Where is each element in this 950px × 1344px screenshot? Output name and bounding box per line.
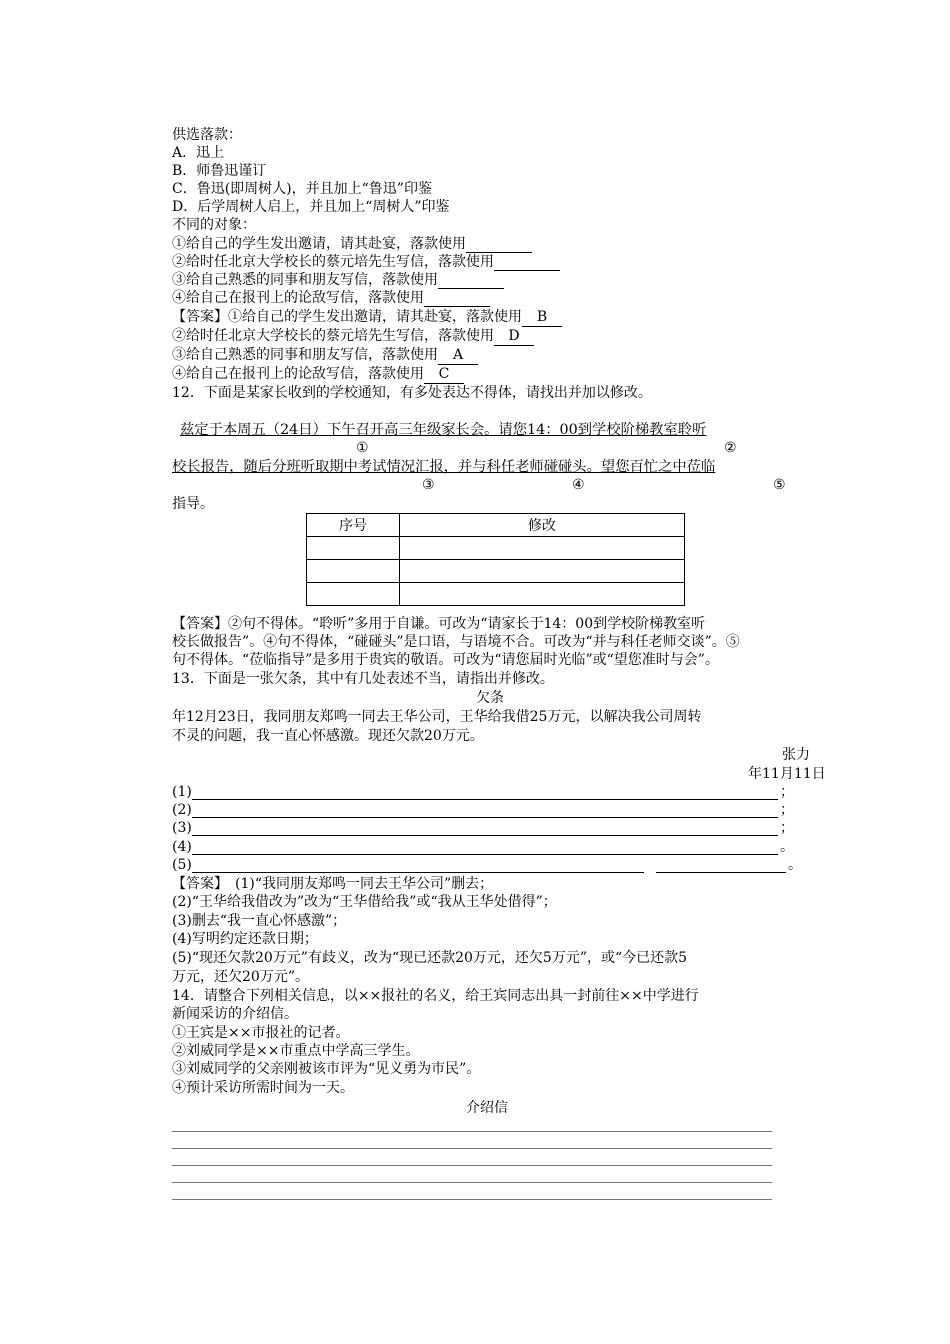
q13-date: 年11月11日 bbox=[748, 766, 826, 782]
q12-answer-line1: 【答案】②句不得体。“聆听”多用于自谦。可改为“请家长于14：00到学校阶梯教室听 bbox=[172, 616, 706, 632]
q11-target-1 bbox=[172, 235, 532, 253]
writing-line[interactable] bbox=[172, 1148, 772, 1149]
q14-item-1: ①王宾是××市报社的记者。 bbox=[172, 1025, 350, 1041]
q13-blank-2-end: ； bbox=[780, 802, 794, 818]
revision-table bbox=[306, 513, 685, 606]
q13-answer-line4: (4)写明约定还款日期； bbox=[172, 931, 318, 947]
q13-blank-5-label: (5) bbox=[172, 857, 192, 873]
q11-answer-1 bbox=[172, 308, 562, 327]
writing-line[interactable] bbox=[172, 1182, 772, 1183]
q12-answer-line3: 句不得体。“莅临指导”是多用于贵宾的敬语。可改为“请您届时光临”或“望您准时与会”。 bbox=[172, 652, 719, 668]
q12-notice-line1: 兹定于本周五（24日）下午召开高三年级家长会。请您14：00到学校阶梯教室聆听 bbox=[180, 422, 707, 438]
answer-blank[interactable] bbox=[494, 256, 560, 271]
q13-answer-line2: (2)“王华给我借改为”改为“王华借给我”或“我从王华处借得”； bbox=[172, 894, 557, 910]
q11-target-text: ②给时任北京大学校长的蔡元培先生写信，落款使用 bbox=[172, 254, 494, 270]
q14-item-2: ②刘威同学是××市重点中学高三学生。 bbox=[172, 1043, 420, 1059]
table-header-index: 序号 bbox=[307, 514, 400, 537]
answer-line[interactable] bbox=[192, 854, 778, 855]
q13-blank-4-end: 。 bbox=[780, 839, 794, 855]
q13-question: 13．下面是一张欠条，其中有几处表述不当，请指出并修改。 bbox=[172, 671, 554, 687]
q11-answer-2 bbox=[172, 327, 534, 346]
q13-answer-line6: 万元，还欠20万元”。 bbox=[172, 969, 309, 985]
q11-target-3 bbox=[172, 271, 504, 289]
q13-blank-4-label: (4) bbox=[172, 839, 192, 855]
table-cell[interactable] bbox=[400, 537, 685, 560]
table-cell[interactable] bbox=[400, 560, 685, 583]
q14-item-3: ③刘威同学的父亲刚被该市评为“见义勇为市民”。 bbox=[172, 1061, 481, 1077]
q11-options-title: 供选落款： bbox=[172, 127, 242, 143]
q13-answer-line1: 【答案】 (1)“我同朋友郑鸣一同去王华公司”删去； bbox=[172, 876, 494, 892]
writing-line[interactable] bbox=[172, 1165, 772, 1166]
q13-blank-1-label: (1) bbox=[172, 784, 192, 800]
table-cell[interactable] bbox=[307, 583, 400, 606]
q11-option-a: A．迅上 bbox=[172, 145, 225, 161]
answer-line[interactable] bbox=[192, 799, 778, 800]
writing-line[interactable] bbox=[172, 1131, 772, 1132]
table-header-revision: 修改 bbox=[400, 514, 685, 537]
q12-question: 12．下面是某家长收到的学校通知，有多处表达不得体，请找出并加以修改。 bbox=[172, 385, 652, 401]
mark-3: ③ bbox=[422, 477, 435, 493]
q11-target-text: ③给自己熟悉的同事和朋友写信，落款使用 bbox=[172, 272, 438, 288]
mark-5: ⑤ bbox=[773, 477, 786, 493]
answer-text: ①给自己的学生发出邀请，请其赴宴，落款使用 bbox=[228, 309, 522, 325]
q11-answer-4 bbox=[172, 365, 464, 384]
q14-title: 介绍信 bbox=[466, 1100, 508, 1116]
table-cell[interactable] bbox=[400, 583, 685, 606]
answer-line[interactable] bbox=[192, 817, 778, 818]
q12-notice-line3: 指导。 bbox=[172, 496, 214, 512]
q13-signature: 张力 bbox=[782, 747, 810, 763]
answer-blank[interactable] bbox=[438, 274, 504, 289]
q12-notice-line2: 校长报告，随后分班听取期中考试情况汇报，并与科任老师碰碰头。望您百忙之中莅临 bbox=[172, 459, 716, 475]
answer-choice: A bbox=[438, 346, 478, 365]
q13-blank-5-end: 。 bbox=[788, 857, 802, 873]
mark-4: ④ bbox=[572, 477, 585, 493]
q11-target-text: ①给自己的学生发出邀请，请其赴宴，落款使用 bbox=[172, 236, 466, 252]
answer-choice: C bbox=[424, 365, 464, 384]
answer-line[interactable] bbox=[656, 872, 786, 873]
table-cell[interactable] bbox=[307, 560, 400, 583]
answer-label: 【答案】 bbox=[172, 309, 228, 325]
answer-text: ③给自己熟悉的同事和朋友写信，落款使用 bbox=[172, 347, 438, 363]
answer-choice: B bbox=[522, 308, 562, 327]
q14-question-line2: 新闻采访的介绍信。 bbox=[172, 1006, 298, 1022]
answer-text: ②给时任北京大学校长的蔡元培先生写信，落款使用 bbox=[172, 328, 494, 344]
q13-answer-line5: (5)“现还欠款20万元”有歧义，改为“现已还款20万元，还欠5万元”，或“今已还款5 bbox=[172, 950, 688, 966]
q11-option-d: D．后学周树人启上，并且加上“周树人”印鉴 bbox=[172, 199, 450, 215]
answer-line[interactable] bbox=[192, 872, 644, 873]
q13-title: 欠条 bbox=[476, 690, 504, 706]
q13-body-line1: 年12月23日，我同朋友郑鸣一同去王华公司，王华给我借25万元，以解决我公司周转 bbox=[172, 709, 702, 725]
table-cell[interactable] bbox=[307, 537, 400, 560]
answer-choice: D bbox=[494, 327, 534, 346]
q13-answer-line3: (3)删去“我一直心怀感激”； bbox=[172, 913, 347, 929]
q11-answer-3 bbox=[172, 346, 478, 365]
mark-1: ① bbox=[356, 440, 369, 456]
q13-blank-3-end: ； bbox=[780, 820, 794, 836]
q13-blank-3-label: (3) bbox=[172, 820, 192, 836]
q13-blank-2-label: (2) bbox=[172, 802, 192, 818]
q11-targets-title: 不同的对象： bbox=[172, 217, 256, 233]
q11-target-2 bbox=[172, 253, 560, 271]
q11-option-b: B．师鲁迅谨订 bbox=[172, 163, 267, 179]
q13-body-line2: 不灵的问题，我一直心怀感激。现还欠款20万元。 bbox=[172, 728, 484, 744]
q11-option-c: C．鲁迅(即周树人)，并且加上“鲁迅”印鉴 bbox=[172, 181, 432, 197]
q14-question-line1: 14．请整合下列相关信息，以××报社的名义，给王宾同志出具一封前往××中学进行 bbox=[172, 988, 699, 1004]
answer-blank[interactable] bbox=[424, 292, 490, 307]
q11-target-text: ④给自己在报刊上的论敌写信，落款使用 bbox=[172, 290, 424, 306]
q13-blank-1-end: ； bbox=[780, 784, 794, 800]
mark-2: ② bbox=[724, 440, 737, 456]
answer-blank[interactable] bbox=[466, 238, 532, 253]
q11-target-4 bbox=[172, 289, 490, 307]
q14-item-4: ④预计采访所需时间为一天。 bbox=[172, 1080, 354, 1096]
writing-line[interactable] bbox=[172, 1199, 772, 1200]
answer-line[interactable] bbox=[192, 835, 778, 836]
q12-answer-line2: 校长做报告”。④句不得体，“碰碰头”是口语，与语境不合。可改为“并与科任老师交谈”。⑤ bbox=[172, 634, 740, 650]
answer-text: ④给自己在报刊上的论敌写信，落款使用 bbox=[172, 366, 424, 382]
